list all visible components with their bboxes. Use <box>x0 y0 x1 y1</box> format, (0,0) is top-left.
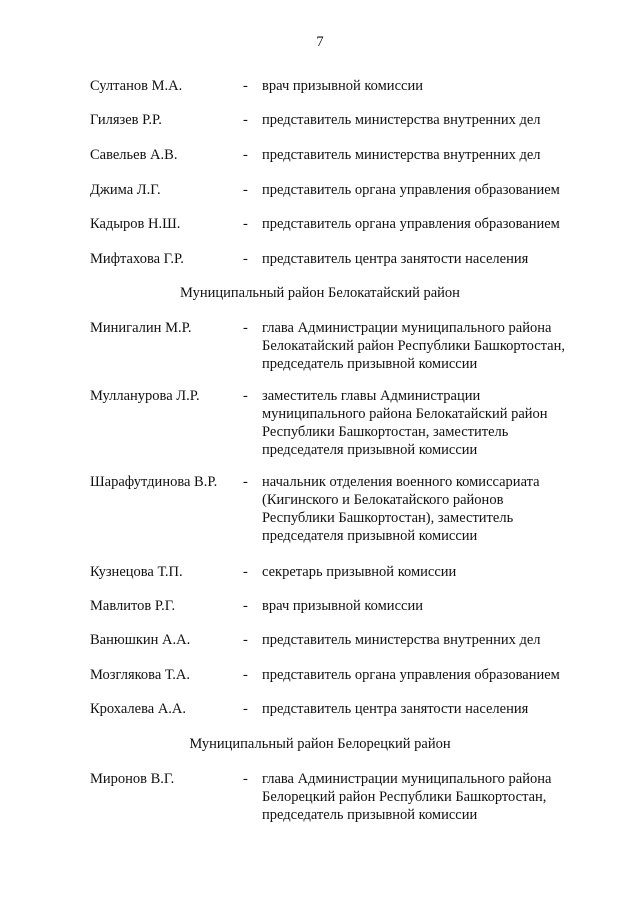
dash-separator: - <box>243 598 248 614</box>
member-role <box>262 473 602 545</box>
member-role <box>262 250 602 268</box>
member-name: Миронов В.Г. <box>90 771 175 787</box>
role-line: глава Администрации муниципального района <box>262 771 552 787</box>
member-name: Ванюшкин А.А. <box>90 632 191 648</box>
role-line: муниципального района Белокатайский район <box>262 406 548 422</box>
member-role <box>262 181 602 199</box>
member-name: Крохалева А.А. <box>90 701 187 717</box>
role-line: Белорецкий район Республики Башкортостан, <box>262 789 547 805</box>
member-role <box>262 631 602 649</box>
dash-separator: - <box>243 564 248 580</box>
dash-separator: - <box>243 320 248 336</box>
dash-separator: - <box>243 667 248 683</box>
dash-separator: - <box>243 632 248 648</box>
dash-separator: - <box>243 701 248 717</box>
section-heading: Муниципальный район Белокатайский район <box>180 285 460 301</box>
member-role <box>262 666 602 684</box>
page-number: 7 <box>316 34 324 50</box>
role-line: представитель органа управления образованием <box>262 216 560 232</box>
role-line: председатель призывной комиссии <box>262 807 478 823</box>
role-line: секретарь призывной комиссии <box>262 564 457 580</box>
member-name: Гилязев Р.Р. <box>90 112 162 128</box>
role-line: врач призывной комиссии <box>262 78 423 94</box>
section-heading: Муниципальный район Белорецкий район <box>189 736 451 752</box>
member-role <box>262 215 602 233</box>
dash-separator: - <box>243 216 248 232</box>
role-line: глава Администрации муниципального района <box>262 320 552 336</box>
member-role <box>262 146 602 164</box>
role-line: представитель органа управления образованием <box>262 667 560 683</box>
role-line: (Кигинского и Белокатайского районов <box>262 492 504 508</box>
member-name: Савельев А.В. <box>90 147 178 163</box>
role-line: Белокатайский район Республики Башкортостан, <box>262 338 565 354</box>
member-role <box>262 387 602 459</box>
role-line: начальник отделения военного комиссариата <box>262 474 540 490</box>
member-role <box>262 77 602 95</box>
member-name: Кадыров Н.Ш. <box>90 216 181 232</box>
member-name: Мулланурова Л.Р. <box>90 388 200 404</box>
member-role <box>262 700 602 718</box>
member-name: Мифтахова Г.Р. <box>90 251 184 267</box>
role-line: председателя призывной комиссии <box>262 528 478 544</box>
member-name: Джима Л.Г. <box>90 182 161 198</box>
member-name: Шарафутдинова В.Р. <box>90 474 218 490</box>
dash-separator: - <box>243 474 248 490</box>
role-line: представитель центра занятости населения <box>262 701 529 717</box>
member-role <box>262 563 602 581</box>
role-line: заместитель главы Администрации <box>262 388 481 404</box>
role-line: представитель министерства внутренних дел <box>262 147 541 163</box>
dash-separator: - <box>243 251 248 267</box>
role-line: представитель органа управления образованием <box>262 182 560 198</box>
member-name: Мозглякова Т.А. <box>90 667 191 683</box>
role-line: председателя призывной комиссии <box>262 442 478 458</box>
role-line: Республики Башкортостан), заместитель <box>262 510 514 526</box>
dash-separator: - <box>243 182 248 198</box>
member-name: Минигалин М.Р. <box>90 320 192 336</box>
dash-separator: - <box>243 147 248 163</box>
role-line: представитель министерства внутренних дел <box>262 112 541 128</box>
role-line: Республики Башкортостан, заместитель <box>262 424 509 440</box>
dash-separator: - <box>243 78 248 94</box>
role-line: председатель призывной комиссии <box>262 356 478 372</box>
dash-separator: - <box>243 388 248 404</box>
dash-separator: - <box>243 112 248 128</box>
member-name: Султанов М.А. <box>90 78 183 94</box>
member-role <box>262 597 602 615</box>
role-line: представитель министерства внутренних дел <box>262 632 541 648</box>
member-name: Мавлитов Р.Г. <box>90 598 176 614</box>
role-line: представитель центра занятости населения <box>262 251 529 267</box>
member-role <box>262 111 602 129</box>
dash-separator: - <box>243 771 248 787</box>
member-role <box>262 319 602 373</box>
member-name: Кузнецова Т.П. <box>90 564 183 580</box>
role-line: врач призывной комиссии <box>262 598 423 614</box>
member-role <box>262 770 602 824</box>
